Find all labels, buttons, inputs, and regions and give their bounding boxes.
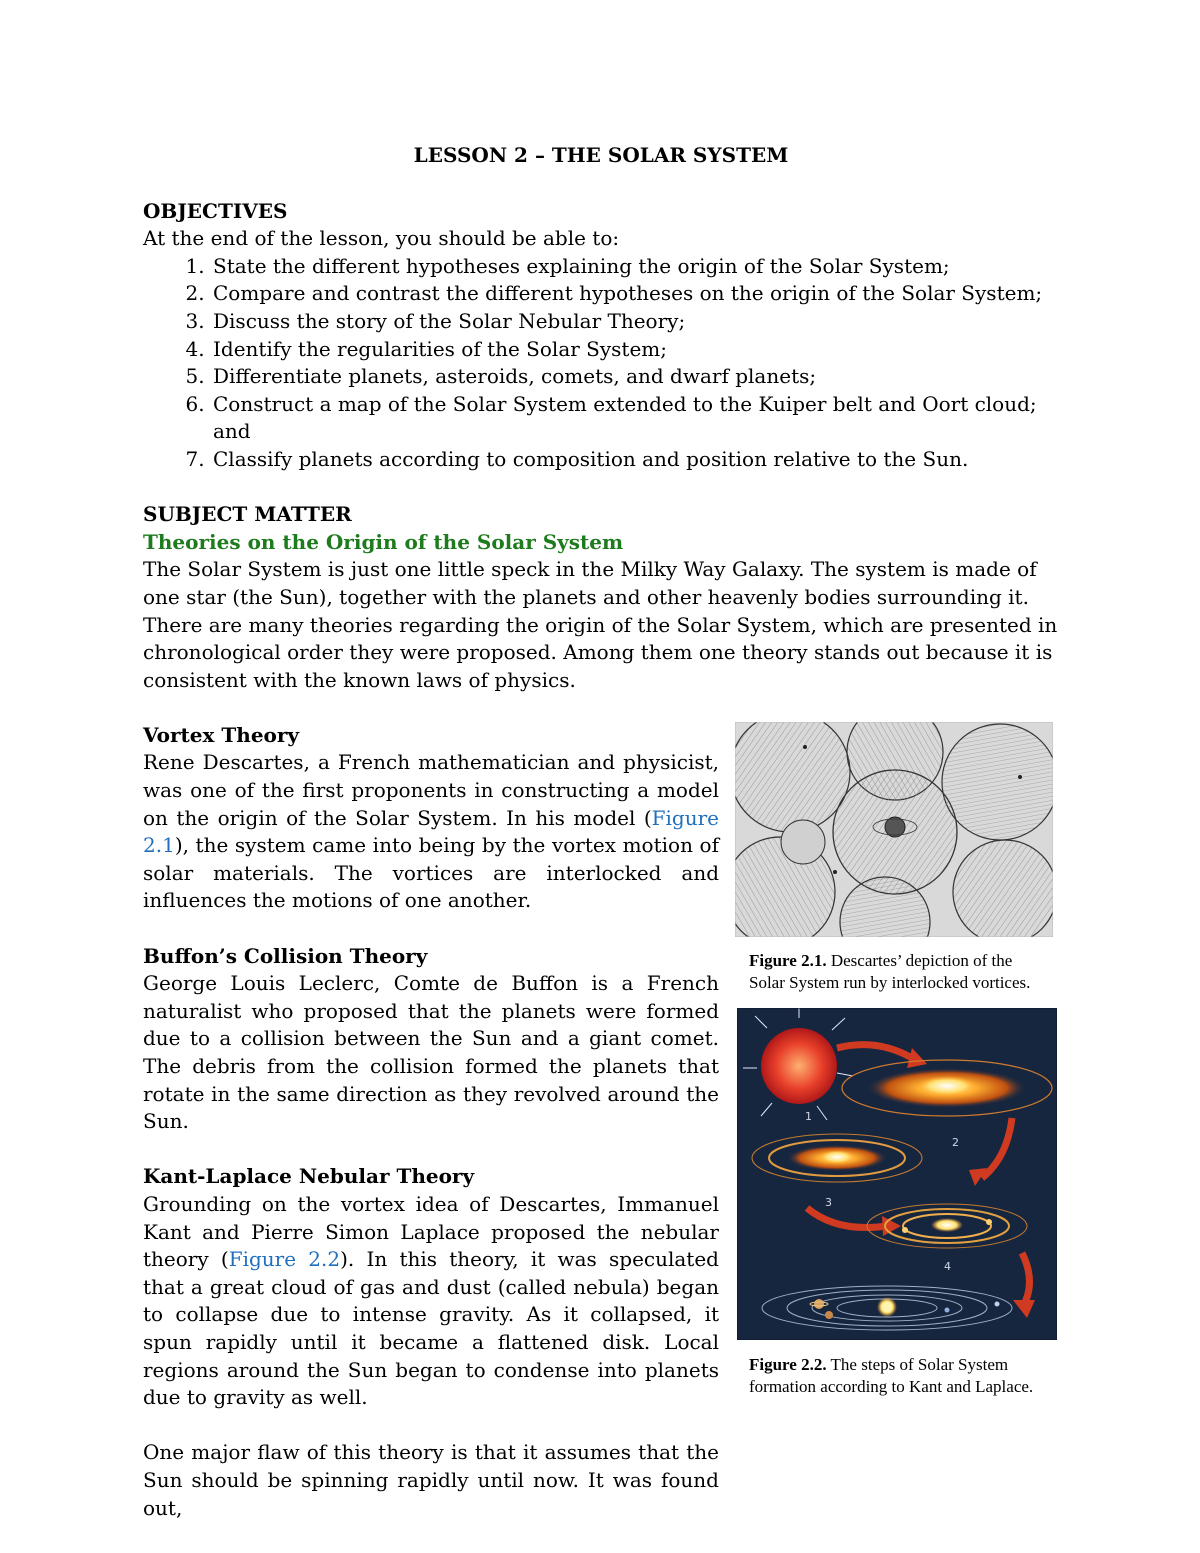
descartes-vortex-figure [735,722,1053,937]
kant-text-b: ). In this theory, it was speculated that a great cloud of gas and dust (called nebula) began to collapse due to intense gravity. As it collapsed, it spun rapidly until it became a flattened disk. Local regions around the Sun began to condense into planets due to gravity as well. [143,1247,719,1410]
objective-item: 4. Identify the regularities of the Solar System; [211,336,1059,364]
theories-text-column [143,722,719,1522]
nebular-steps-figure [737,1008,1057,1340]
figure-2-1-caption-text: Descartes’ depiction of the Solar System run by interlocked vortices. [749,951,1031,993]
step-label-4: 4 [944,1260,951,1274]
objective-item: 6. Construct a map of the Solar System extended to the Kuiper belt and Oort cloud; and [211,391,1059,446]
vortex-paragraph [143,749,719,915]
step-label-3: 3 [825,1196,832,1210]
vortex-text-b: ), the system came into being by the vortex motion of solar materials. The vortices are interlocked and influences the motions of one another. [143,833,719,913]
vortex-heading: Vortex Theory [143,722,300,747]
figure-2-2-label: Figure 2.2. [749,1355,827,1375]
step-label-2: 2 [952,1136,959,1150]
objective-item: 1. State the different hypotheses explaining the origin of the Solar System; [211,253,1059,281]
figure-2-1-link[interactable]: Figure 2.1 [143,805,719,858]
objective-item: 7. Classify planets according to composition and position relative to the Sun. [211,446,1059,474]
kant-text-a: Grounding on the vortex idea of Descartes, Immanuel Kant and Pierre Simon Laplace proposed the nebular theory ( [143,1191,719,1272]
vortex-text-a: Rene Descartes, a French mathematician and physicist, was one of the first proponents in constructing a model on the origin of the Solar System. In his model ( [143,750,719,830]
kant-flaw-paragraph: One major flaw of this theory is that it assumes that the Sun should be spinning rapidly until now. It was found out, [143,1440,719,1520]
buffon-heading: Buffon’s Collision Theory [143,943,428,968]
buffon-paragraph: George Louis Leclerc, Comte de Buffon is a French naturalist who proposed that the planets were formed due to a collision between the Sun and a giant comet. The debris from the collision formed the planets that rotate in the same direction as they revolved around the Sun. [143,971,719,1134]
objective-item: 2. Compare and contrast the different hypotheses on the origin of the Solar System; [211,280,1059,308]
objectives-heading: OBJECTIVES [143,198,288,223]
objective-item: 3. Discuss the story of the Solar Nebular Theory; [211,308,1059,336]
objectives-list [143,253,1059,474]
step-label-1: 1 [805,1110,812,1124]
figure-2-1-label: Figure 2.1. [749,951,827,971]
figure-2-2-link[interactable]: Figure 2.2 [228,1247,341,1272]
kant-paragraph [143,1191,719,1412]
figure-2-2-caption [749,1354,1039,1398]
objective-item: 5. Differentiate planets, asteroids, comets, and dwarf planets; [211,363,1059,391]
document-page [143,142,1059,1522]
subject-intro-paragraph: The Solar System is just one little speck in the Milky Way Galaxy. The system is made of one star (the Sun), together with the planets and other heavenly bodies surrounding it. There are many theories regarding the origin of the Solar System, which are presented in chronological order they were proposed. Among them one theory stands out because it is consistent with the known laws of physics. [143,557,1058,692]
figure-2-1-caption [749,950,1039,994]
objectives-intro: At the end of the lesson, you should be able to: [143,226,620,251]
figures-column [735,722,1065,1398]
lesson-title: LESSON 2 – THE SOLAR SYSTEM [413,143,789,167]
subject-matter-heading: SUBJECT MATTER [143,502,352,527]
theories-subheading: Theories on the Origin of the Solar System [143,529,624,554]
theories-section [143,722,1059,1522]
figure-2-2-caption-text: The steps of Solar System formation according to Kant and Laplace. [749,1355,1034,1397]
kant-heading: Kant-Laplace Nebular Theory [143,1164,475,1189]
